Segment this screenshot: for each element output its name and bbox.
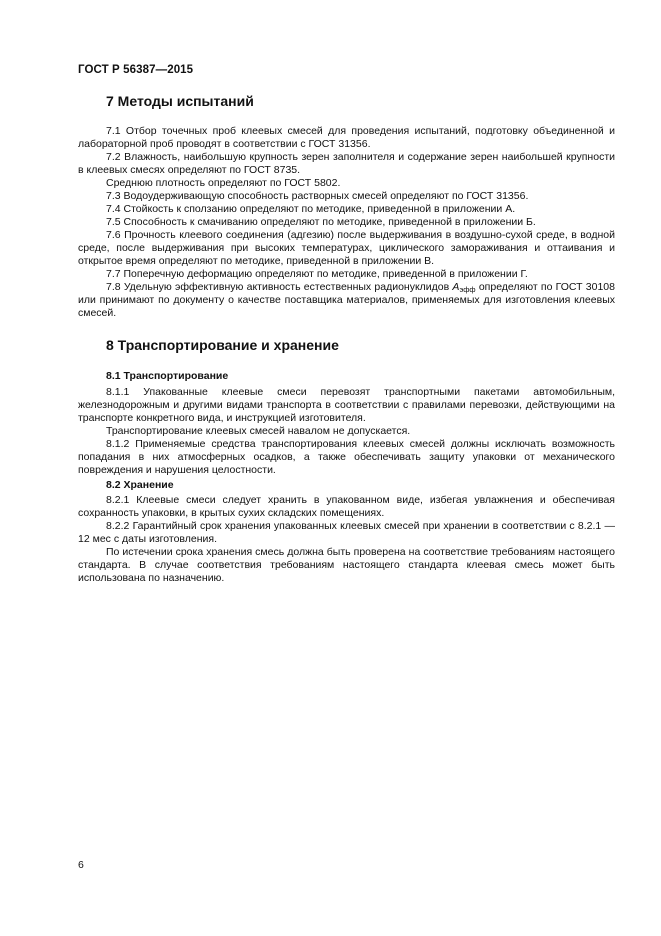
paragraph-8-1-2: 8.1.2 Применяемые средства транспортирования клеевых смесей должны исключать возможность попадания в них атмосферных осадков, а также обеспечивать защиту упаковки от механического повреждения и нарушения целостности.	[78, 438, 615, 476]
paragraph-7-2: 7.2 Влажность, наибольшую крупность зерен заполнителя и содержание зерен наибольшей крупности в клеевых смесях определяют по ГОСТ 8735.	[78, 151, 615, 176]
paragraph-expiry: По истечении срока хранения смесь должна быть проверена на соответствие требованиям настоящего стандарта. В случае соответствия требованиям настоящего стандарта клеевая смесь может быть использована по назначению.	[78, 546, 615, 584]
paragraph-7-7: 7.7 Поперечную деформацию определяют по методике, приведенной в приложении Г.	[106, 268, 528, 280]
page-content	[78, 90, 615, 585]
paragraph-7-1: 7.1 Отбор точечных проб клеевых смесей для проведения испытаний, подготовку объединенной и лабораторной проб проводят в соответствии с ГОСТ 31356.	[78, 125, 615, 150]
page-number: 6	[78, 859, 84, 871]
subsection-8-2-title: 8.2 Хранение	[106, 479, 174, 491]
section-8-title: 8 Транспортирование и хранение	[106, 337, 339, 353]
paragraph-8-2-1: 8.2.1 Клеевые смеси следует хранить в упакованном виде, избегая увлажнения и обеспечивая сохранность упаковки, в крытых сухих складских помещениях.	[78, 494, 615, 519]
activity-subscript: эфф	[459, 285, 476, 294]
section-7-title: 7 Методы испытаний	[106, 93, 254, 109]
paragraph-7-3: 7.3 Водоудерживающую способность растворных смесей определяют по ГОСТ 31356.	[106, 190, 529, 202]
paragraph-7-6: 7.6 Прочность клеевого соединения (адгезию) после выдерживания в воздушно-сухой среде, в водной среде, после выдерживания при высоких температурах, циклического замораживания и оттаивания и открытое время определяют по методике, приведенной в приложении В.	[78, 229, 615, 267]
paragraph-density: Среднюю плотность определяют по ГОСТ 5802.	[106, 177, 341, 189]
paragraph-bulk-transport: Транспортирование клеевых смесей навалом не допускается.	[106, 425, 411, 437]
paragraph-8-1-1: 8.1.1 Упакованные клеевые смеси перевозят транспортными пакетами автомобильным, железнодорожным и другими видами транспорта в соответствии с правилами перевозки, действующими на транспорте конкретного вида, и инструкцией изготовителя.	[78, 386, 615, 424]
paragraph-7-4: 7.4 Стойкость к сползанию определяют по методике, приведенной в приложении А.	[106, 203, 516, 215]
paragraph-7-8-end: определяют по ГОСТ 30108 или принимают по документу о качестве поставщика материалов, применяемых для изготовления клеевых смесей.	[78, 281, 615, 319]
paragraph-8-2-2: 8.2.2 Гарантийный срок хранения упакованных клеевых смесей при хранении в соответствии с 8.2.1 — 12 мес с даты изготовления.	[78, 520, 615, 545]
activity-symbol: A	[452, 281, 460, 293]
paragraph-7-8	[78, 281, 615, 320]
paragraph-7-5: 7.5 Способность к смачиванию определяют по методике, приведенной в приложении Б.	[106, 216, 536, 228]
paragraph-7-8-start: 7.8 Удельную эффективную активность естественных радионуклидов	[106, 281, 453, 293]
subsection-8-1-title: 8.1 Транспортирование	[106, 370, 229, 382]
document-header: ГОСТ Р 56387—2015	[78, 64, 194, 76]
